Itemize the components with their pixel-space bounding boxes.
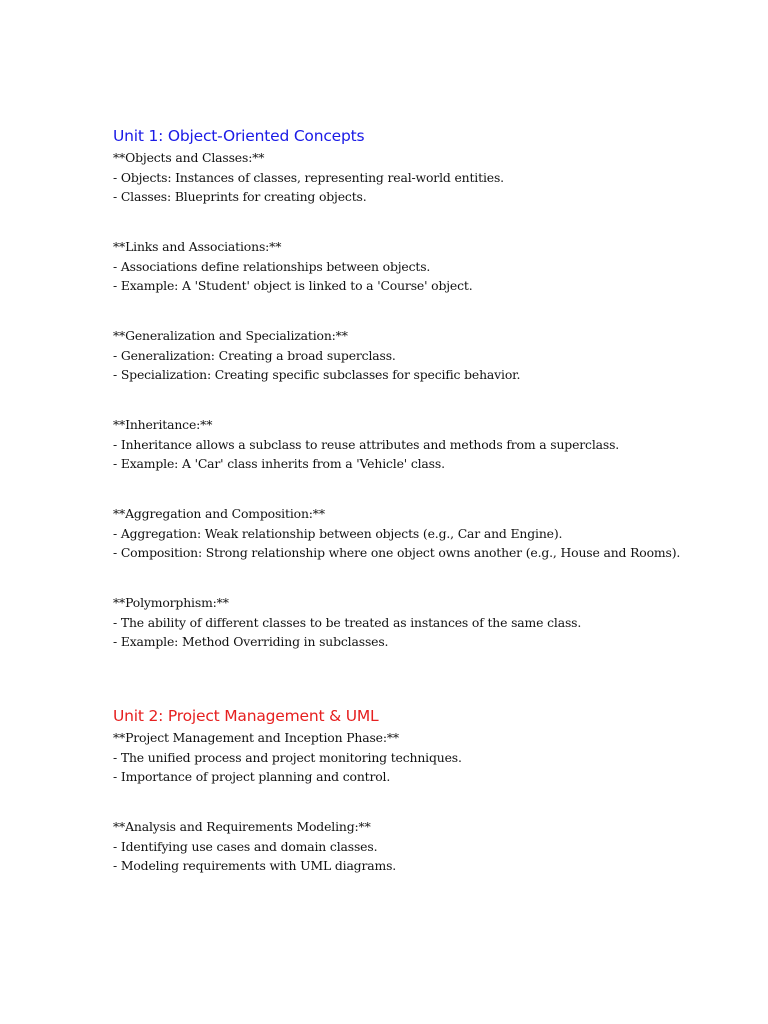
section-heading: **Links and Associations:**: [113, 239, 282, 254]
unit-1-title: Unit 1: Object-Oriented Concepts: [113, 127, 365, 145]
bullet-line: - The ability of different classes to be treated as instances of the same class.: [113, 614, 582, 630]
section-heading: **Inheritance:**: [113, 417, 213, 432]
section-inheritance: [113, 415, 748, 474]
section-heading: **Generalization and Specialization:**: [113, 328, 348, 343]
bullet-line: - Objects: Instances of classes, representing real-world entities.: [113, 169, 504, 185]
section-objects-and-classes: [113, 148, 748, 207]
bullet-line: - Inheritance allows a subclass to reuse attributes and methods from a superclass.: [113, 436, 620, 452]
bullet-line: - Classes: Blueprints for creating objects.: [113, 189, 367, 204]
bullet-line: - Example: A 'Student' object is linked to a 'Course' object.: [113, 278, 473, 293]
section-heading: **Objects and Classes:**: [113, 150, 265, 165]
unit-1: [113, 125, 748, 652]
section-heading: **Polymorphism:**: [113, 595, 229, 610]
bullet-line: - Identifying use cases and domain classes.: [113, 838, 378, 854]
section-heading: **Analysis and Requirements Modeling:**: [113, 819, 371, 834]
bullet-line: - Importance of project planning and control.: [113, 769, 391, 784]
bullet-line: - Modeling requirements with UML diagrams.: [113, 858, 397, 873]
section-project-management-and-inception: [113, 728, 748, 787]
unit-2-title: Unit 2: Project Management & UML: [113, 707, 379, 725]
section-links-and-associations: [113, 237, 748, 296]
section-aggregation-and-composition: [113, 504, 748, 563]
section-analysis-and-requirements-modeling: [113, 817, 748, 876]
section-heading: **Project Management and Inception Phase:**: [113, 730, 399, 745]
section-generalization-and-specialization: [113, 326, 748, 385]
bullet-line: - Example: Method Overriding in subclasses.: [113, 634, 389, 649]
bullet-line: - Generalization: Creating a broad superclass.: [113, 347, 396, 363]
section-heading: **Aggregation and Composition:**: [113, 506, 325, 521]
section-polymorphism: [113, 593, 748, 652]
bullet-line: - Aggregation: Weak relationship between objects (e.g., Car and Engine).: [113, 525, 563, 541]
unit-2: [113, 705, 748, 876]
bullet-line: - Specialization: Creating specific subclasses for specific behavior.: [113, 367, 521, 382]
bullet-line: - The unified process and project monitoring techniques.: [113, 749, 462, 765]
bullet-line: - Composition: Strong relationship where one object owns another (e.g., House and Rooms).: [113, 545, 681, 560]
bullet-line: - Example: A 'Car' class inherits from a 'Vehicle' class.: [113, 456, 445, 471]
bullet-line: - Associations define relationships between objects.: [113, 258, 431, 274]
